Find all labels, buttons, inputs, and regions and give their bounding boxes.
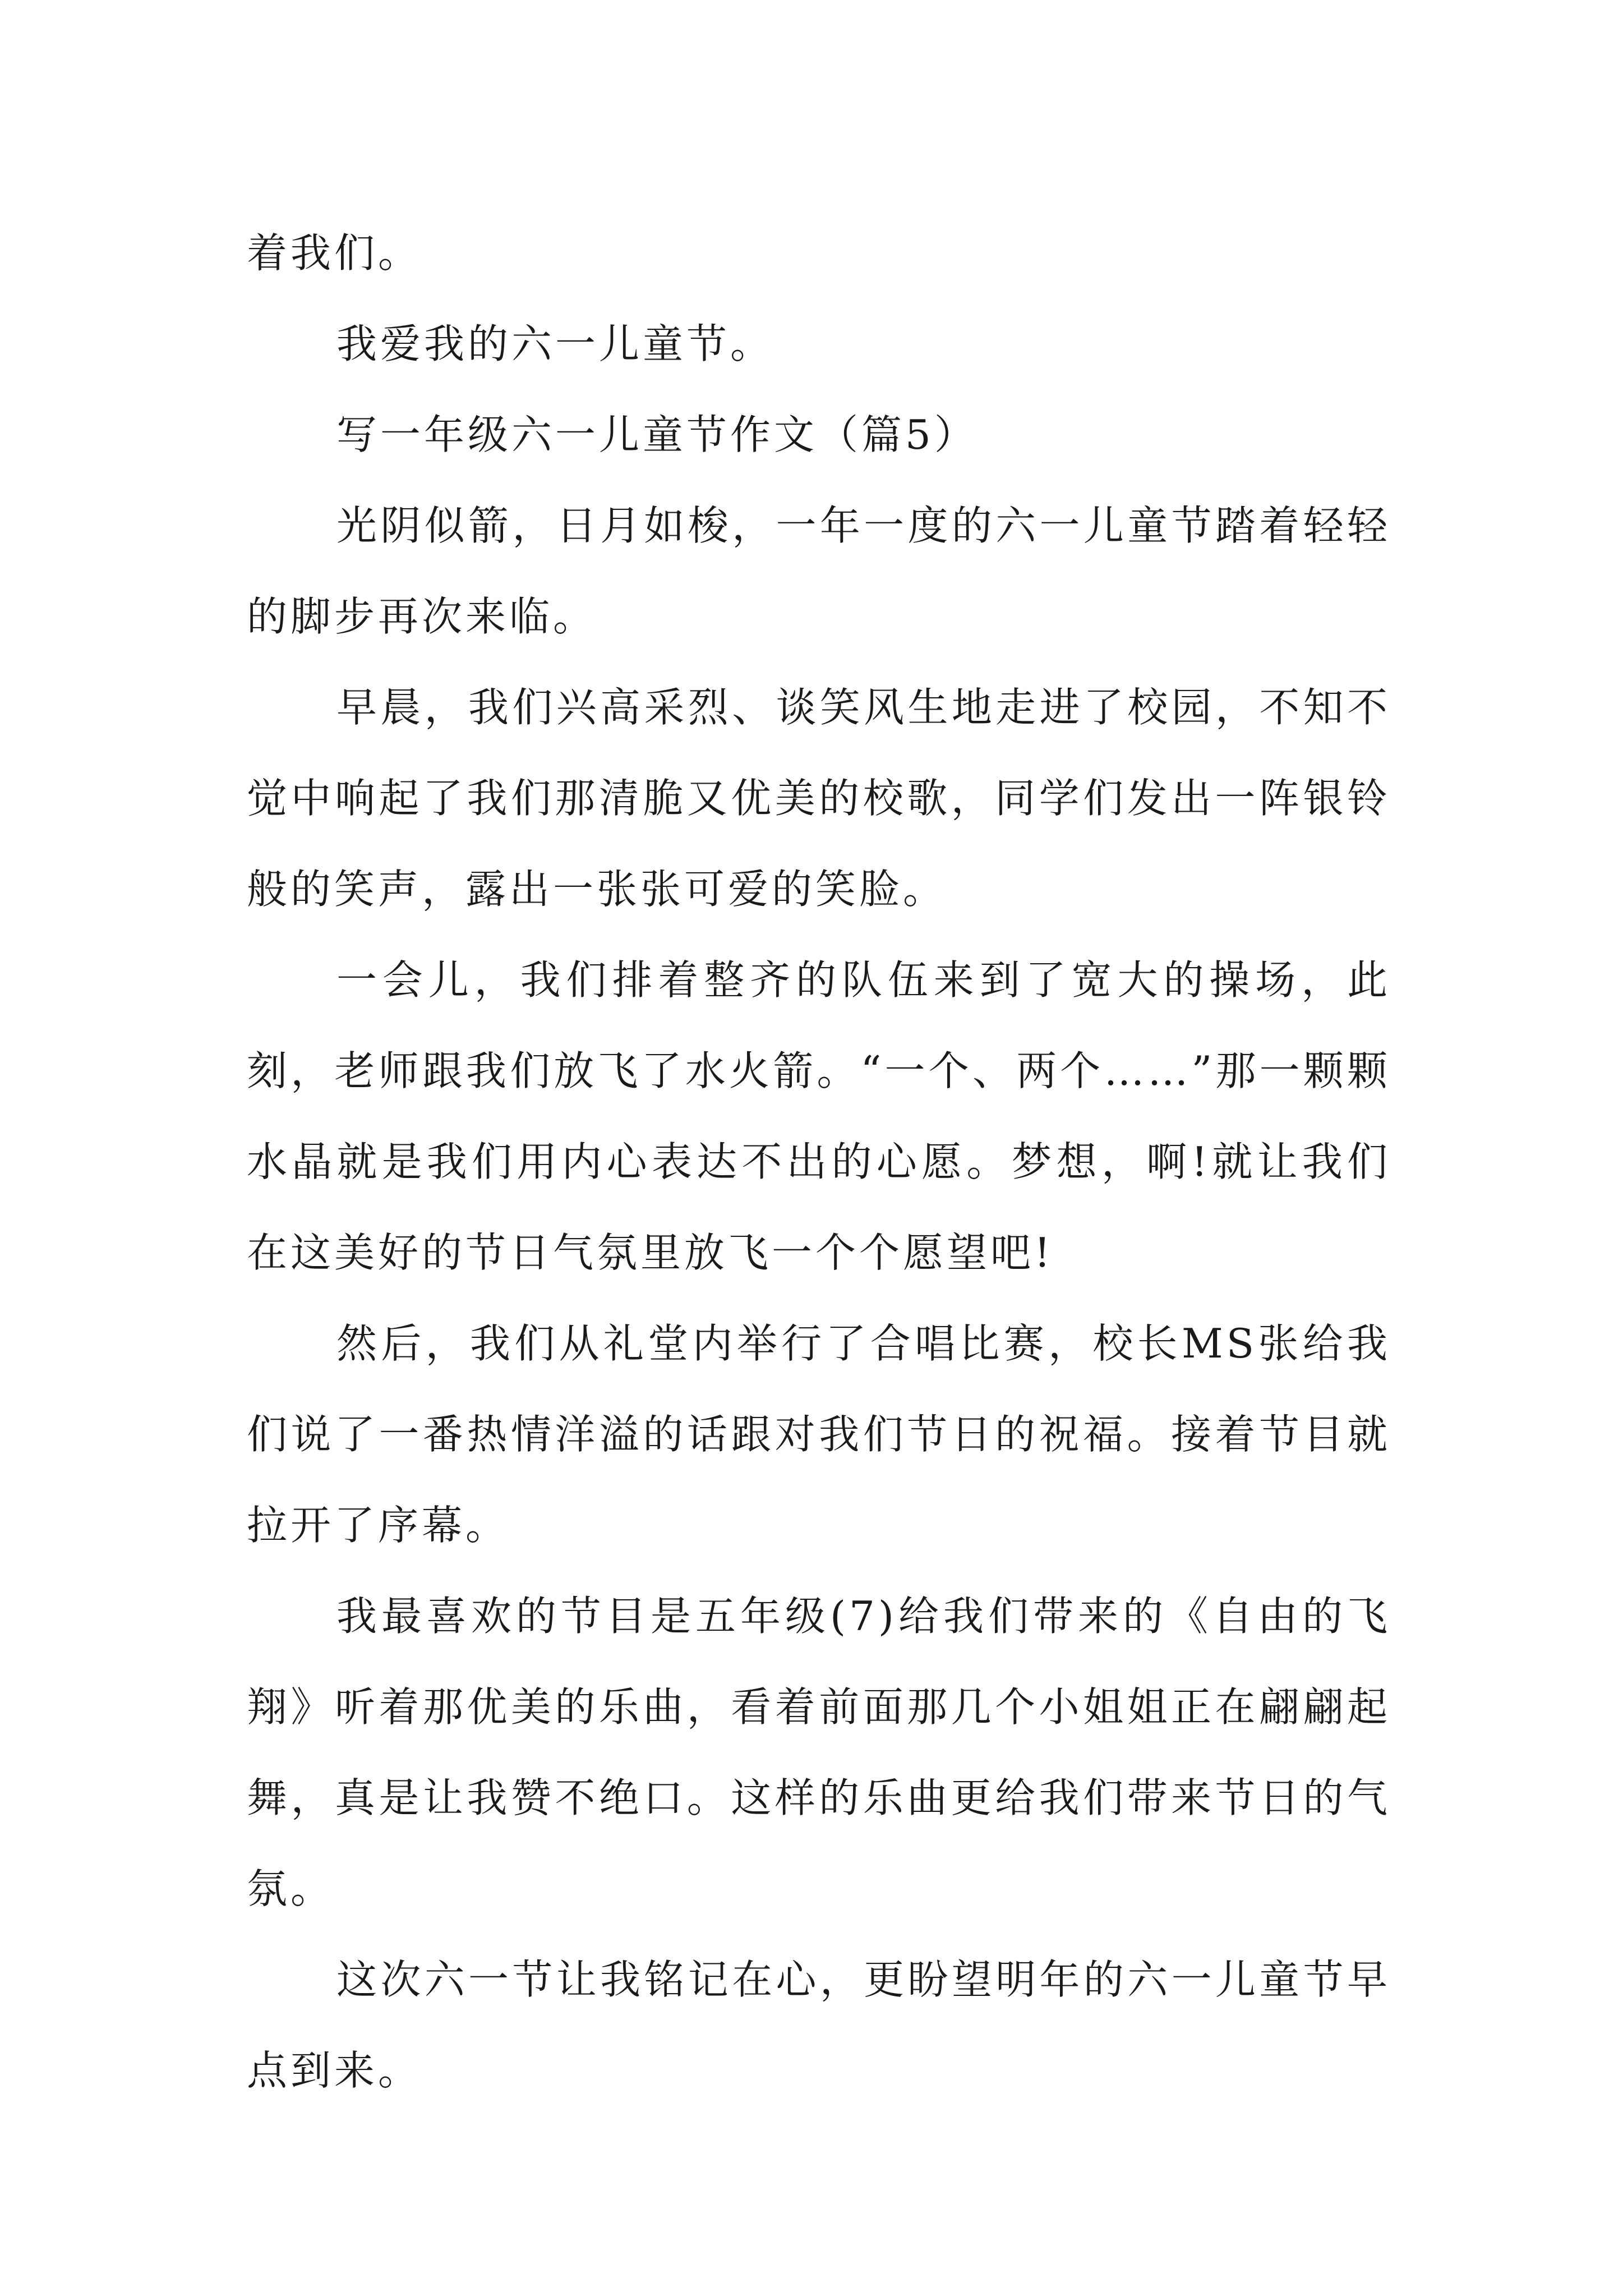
document-body [247,208,1391,2116]
paragraph-morning: 早晨，我们兴高采烈、谈笑风生地走进了校园，不知不觉中响起了我们那清脆又优美的校歌，同学们发出一阵银铃般的笑声，露出一张张可爱的笑脸。 [247,684,1391,913]
paragraph-intro: 光阴似箭，日月如梭，一年一度的六一儿童节踏着轻轻的脚步再次来临。 [247,502,1391,640]
paragraph-continuation: 着我们。 [247,229,422,277]
paragraph-water-rocket: 一会儿，我们排着整齐的队伍来到了宽大的操场，此刻，老师跟我们放飞了水火箭。“一个、两个……”那一颗颗水晶就是我们用内心表达不出的心愿。梦想，啊!就让我们在这美好的节日气氛里放飞一个个愿望吧! [247,956,1391,1276]
paragraph-love-childrens-day: 我爱我的六一儿童节。 [336,320,774,367]
essay-title: 写一年级六一儿童节作文（篇5） [336,411,978,458]
paragraph-conclusion: 这次六一节让我铭记在心，更盼望明年的六一儿童节早点到来。 [247,1956,1391,2094]
paragraph-chorus: 然后，我们从礼堂内举行了合唱比赛，校长MS张给我们说了一番热情洋溢的话跟对我们节日的祝福。接着节目就拉开了序幕。 [247,1320,1391,1549]
paragraph-favorite-show: 我最喜欢的节目是五年级(7)给我们带来的《自由的飞翔》听着那优美的乐曲，看着前面那几个小姐姐正在翩翩起舞，真是让我赞不绝口。这样的乐曲更给我们带来节日的气氛。 [247,1593,1391,1912]
